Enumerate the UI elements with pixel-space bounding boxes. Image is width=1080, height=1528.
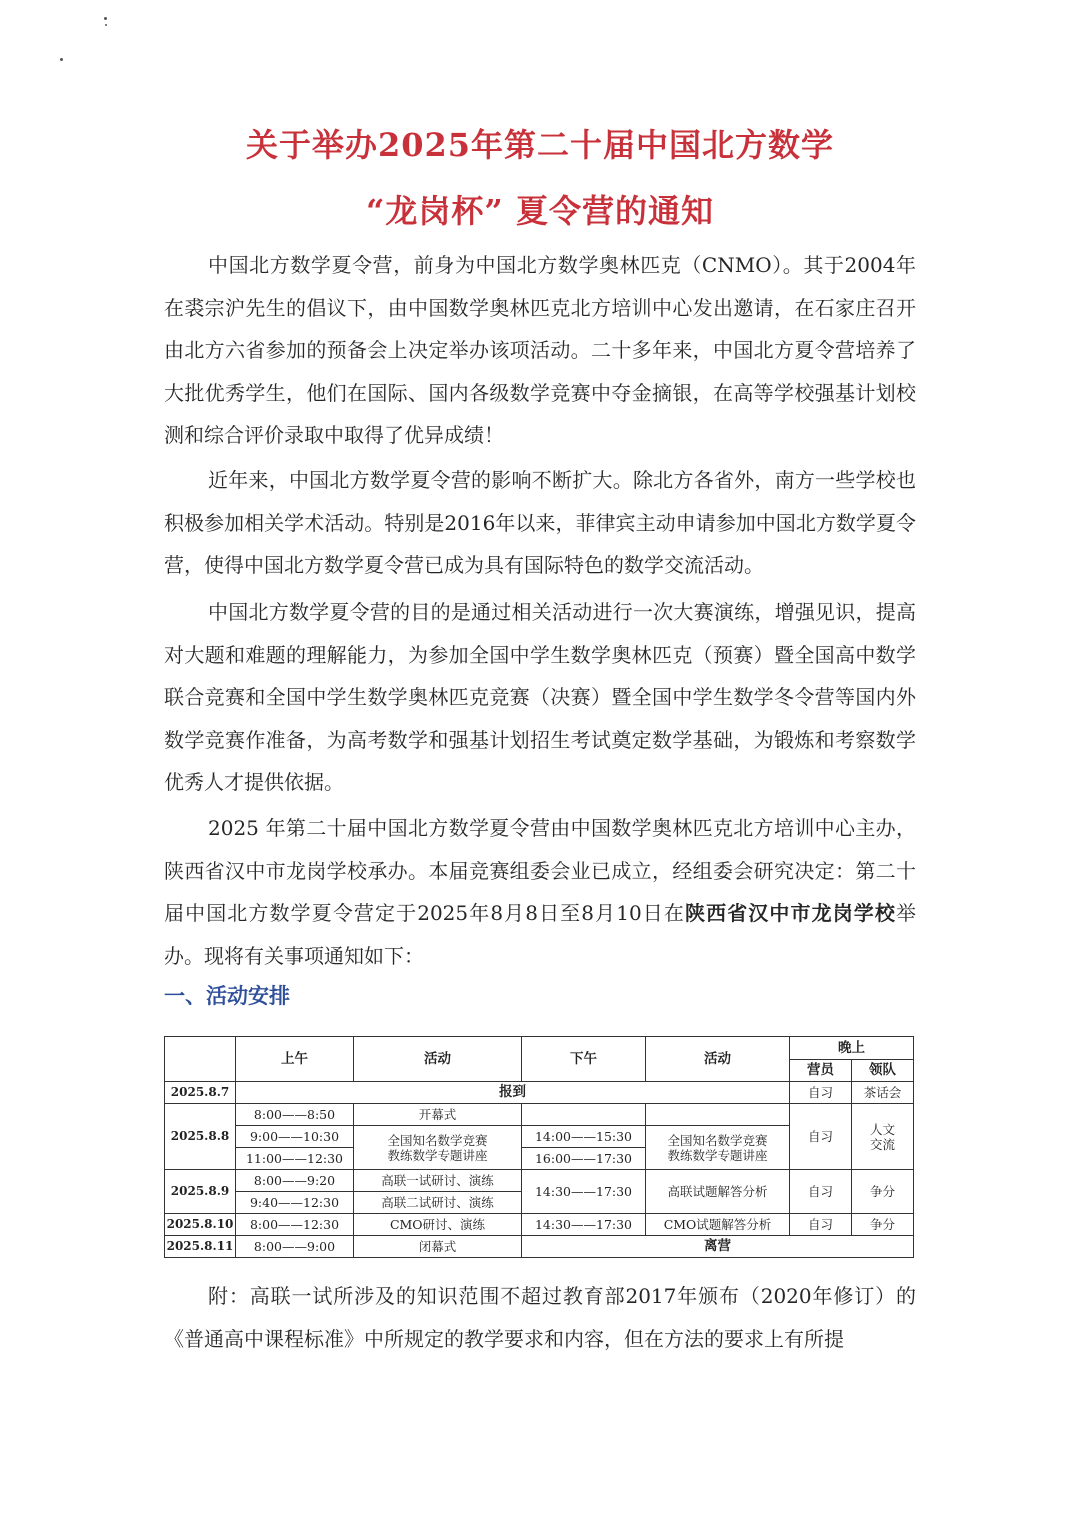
header-evening: 晚上 (790, 1037, 914, 1060)
cell-time: 8:00——9:20 (236, 1170, 354, 1192)
activity-line1: 全国知名数学竞赛 (387, 1132, 488, 1148)
cell-time-pm: 16:00——17:30 (522, 1148, 646, 1170)
cell-time: 8:00——12:30 (236, 1214, 354, 1236)
scan-speck (104, 17, 107, 20)
cell-activity (354, 1126, 522, 1170)
cell-time-pm: 14:30——17:30 (522, 1170, 646, 1214)
cell-time: 11:00——12:30 (236, 1148, 354, 1170)
paragraph-announcement (164, 807, 916, 977)
paragraph-note: 附：高联一试所涉及的知识范围不超过教育部2017年颁布（2020年修订）的《普通高中课程标准》中所规定的教学要求和内容，但在方法的要求上有所提 (164, 1284, 916, 1351)
paragraph-influence: 近年来，中国北方数学夏令营的影响不断扩大。除北方各省外，南方一些学校也积极参加相关学术活动。特别是2016年以来，菲律宾主动申请参加中国北方数学夏令营，使得中国北方数学夏令营已成为具有国际特色的数学交流活动。 (164, 468, 916, 578)
schedule-table (164, 1036, 914, 1258)
cell-registration: 报到 (236, 1082, 790, 1104)
leader-line1: 人文 (869, 1121, 895, 1137)
cell-time: 9:00——10:30 (236, 1126, 354, 1148)
cell-activity-pm: CMO试题解答分析 (646, 1214, 790, 1236)
cell-leader-evening: 茶话会 (852, 1082, 914, 1104)
leader-line2: 交流 (869, 1136, 895, 1152)
cell-leader-evening: 争分 (852, 1170, 914, 1214)
document-title-line1: 关于举办2025年第二十届中国北方数学 (245, 126, 835, 164)
cell-blank (646, 1104, 790, 1126)
header-leaders: 领队 (852, 1060, 914, 1082)
cell-camper-evening: 自习 (790, 1214, 852, 1236)
venue-name: 陕西省汉中市龙岗学校 (684, 901, 897, 926)
table-row (165, 1104, 914, 1126)
document-title-line2: “龙岗杯” 夏令营的通知 (366, 192, 714, 230)
paragraph-purpose: 中国北方数学夏令营的目的是通过相关活动进行一次大赛演练，增强见识，提高对大题和难题的理解能力，为参加全国中学生数学奥林匹克（预赛）暨全国高中数学联合竞赛和全国中学生数学奥林匹克竞赛（决赛）暨全国中学生数学冬令营等国内外数学竞赛作准备，为高考数学和强基计划招生考试奠定数学基础，为锻炼和考察数学优秀人才提供依据。 (164, 600, 916, 795)
cell-time-pm: 14:00——15:30 (522, 1126, 646, 1148)
table-row (165, 1214, 914, 1236)
header-morning: 上午 (236, 1037, 354, 1082)
cell-departure: 离营 (522, 1236, 914, 1258)
cell-activity: 闭幕式 (354, 1236, 522, 1258)
scan-speck (105, 24, 107, 26)
announcement-text-end: 举办。现将有关事项通知如下： (164, 901, 917, 968)
cell-leader-evening: 争分 (852, 1214, 914, 1236)
cell-camper-evening: 自习 (790, 1082, 852, 1104)
activity-line2: 教练数学专题讲座 (667, 1147, 768, 1163)
cell-activity: 高联二试研讨、演练 (354, 1192, 522, 1214)
header-activity-pm: 活动 (646, 1037, 790, 1082)
cell-time: 8:00——9:00 (236, 1236, 354, 1258)
header-activity-am: 活动 (354, 1037, 522, 1082)
cell-date: 2025.8.11 (165, 1236, 236, 1258)
cell-leader-evening (852, 1104, 914, 1170)
cell-date: 2025.8.7 (165, 1082, 236, 1104)
header-afternoon: 下午 (522, 1037, 646, 1082)
cell-time-pm: 14:30——17:30 (522, 1214, 646, 1236)
cell-camper-evening: 自习 (790, 1104, 852, 1170)
cell-blank (522, 1104, 646, 1126)
header-campers: 营员 (790, 1060, 852, 1082)
activity-line2: 教练数学专题讲座 (387, 1147, 488, 1163)
header-date-blank (165, 1037, 236, 1082)
activity-line1: 全国知名数学竞赛 (667, 1132, 768, 1148)
cell-activity: 开幕式 (354, 1104, 522, 1126)
cell-date: 2025.8.9 (165, 1170, 236, 1214)
cell-activity: CMO研讨、演练 (354, 1214, 522, 1236)
announcement-text: 2025 年第二十届中国北方数学夏令营由中国数学奥林匹克北方培训中心主办，陕西省汉中市龙岗学校承办。本届竞赛组委会业已成立，经组委会研究决定：第二十届中国北方数学夏令营定于2025年8月8日至8月10日在 (164, 816, 916, 926)
scan-speck (60, 58, 63, 61)
cell-date: 2025.8.8 (165, 1104, 236, 1170)
section-heading-schedule: 一、活动安排 (164, 983, 290, 1008)
table-row (165, 1170, 914, 1192)
cell-activity: 高联一试研讨、演练 (354, 1170, 522, 1192)
paragraph-intro: 中国北方数学夏令营，前身为中国北方数学奥林匹克（CNMO）。其于2004年在裘宗沪先生的倡议下，由中国数学奥林匹克北方培训中心发出邀请，在石家庄召开由北方六省参加的预备会上决定举办该项活动。二十多年来，中国北方夏令营培养了大批优秀学生，他们在国际、国内各级数学竞赛中夺金摘银，在高等学校强基计划校测和综合评价录取中取得了优异成绩！ (164, 253, 916, 448)
cell-date: 2025.8.10 (165, 1214, 236, 1236)
table-row (165, 1236, 914, 1258)
cell-activity-pm (646, 1126, 790, 1170)
cell-time: 8:00——8:50 (236, 1104, 354, 1126)
table-row (165, 1082, 914, 1104)
cell-camper-evening: 自习 (790, 1170, 852, 1214)
cell-activity-pm: 高联试题解答分析 (646, 1170, 790, 1214)
cell-time: 9:40——12:30 (236, 1192, 354, 1214)
